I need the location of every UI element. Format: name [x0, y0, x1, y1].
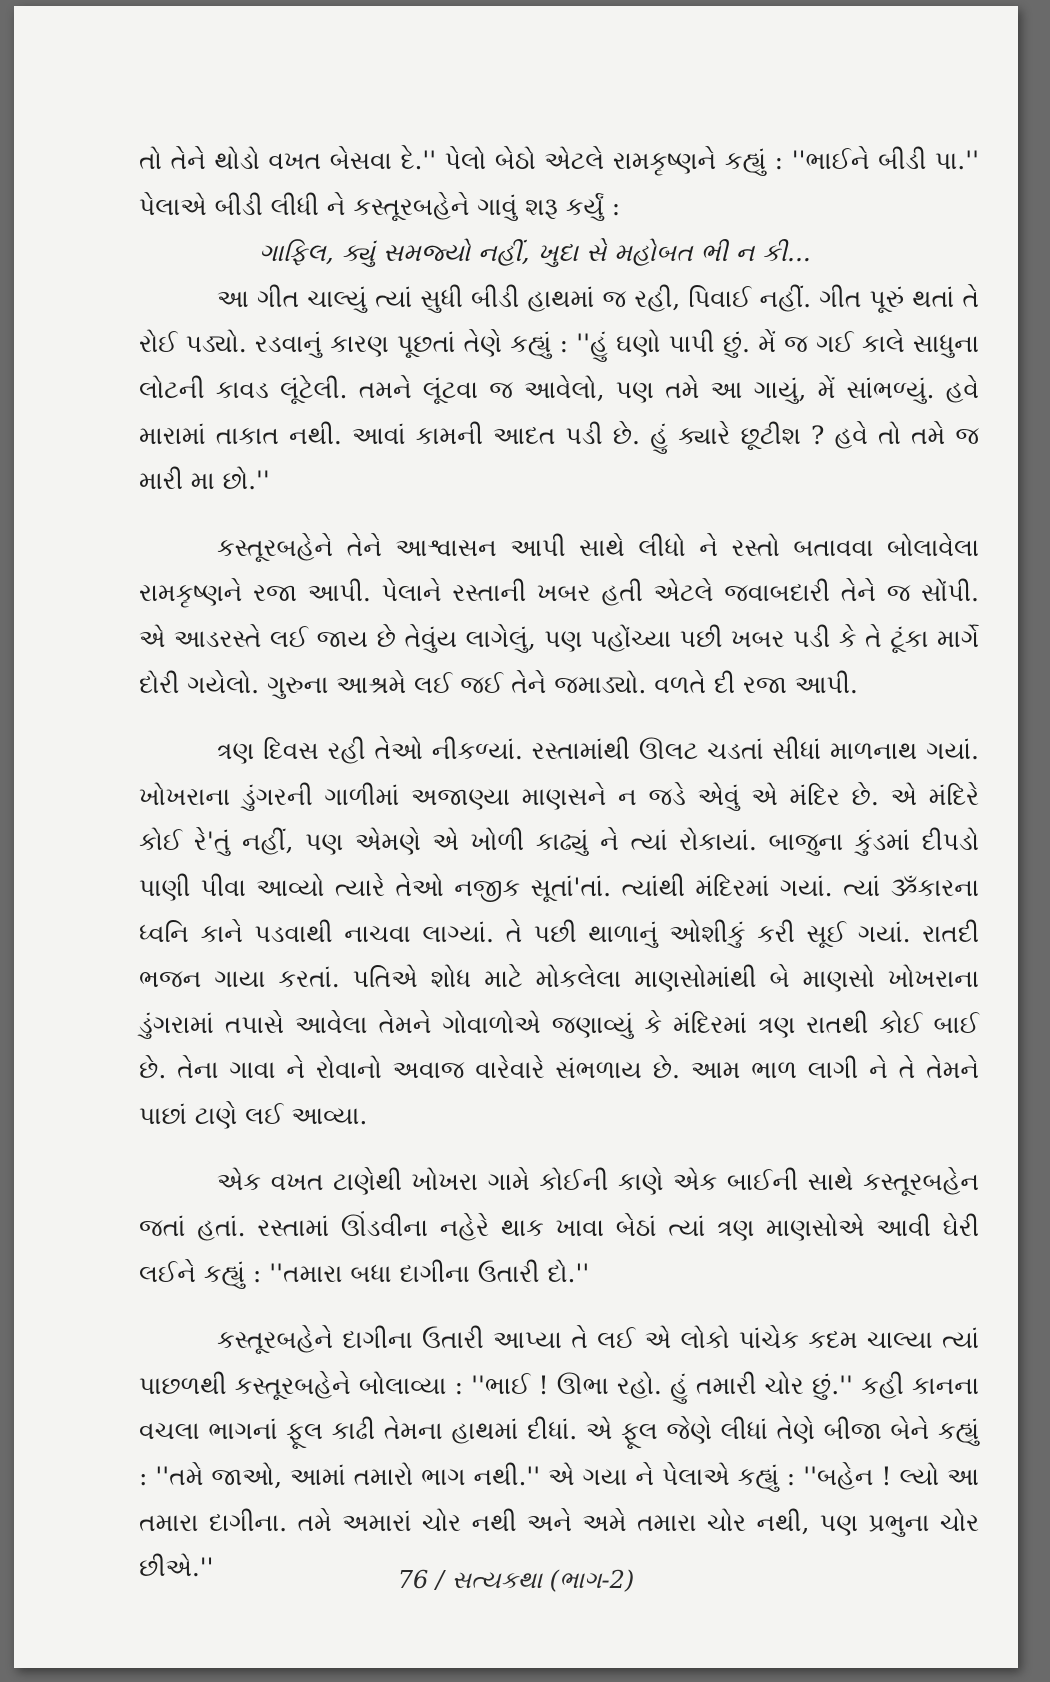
book-page	[14, 6, 1018, 1668]
paragraph-3: કસ્તૂરબહેને તેને આશ્વાસન આપી સાથે લીધો ને રસ્તો બતાવવા બોલાવેલા રામકૃષ્ણને રજા આપી. પેલાને રસ્તાની ખબર હતી એટલે જવાબદારી તેને જ સોંપી. એ આડરસ્તે લઈ જાય છે તેવુંય લાગેલું, પણ પહોંચ્યા પછી ખબર પડી કે તે ટૂંકા માર્ગે દોરી ગયેલો. ગુરુના આશ્રમે લઈ જઈ તેને જમાડ્યો. વળતે દી રજા આપી.	[139, 532, 979, 699]
page-body	[139, 138, 979, 1612]
paragraph-4: ત્રણ દિવસ રહી તેઓ નીકળ્યાં. રસ્તામાંથી ઊલટ ચડતાં સીધાં માળનાથ ગયાં. ખોખરાના ડુંગરની ગાળીમાં અજાણ્યા માણસને ન જડે એવું એ મંદિર છે. એ મંદિરે કોઈ રે'તું નહીં, પણ એમણે એ ખોળી કાઢ્યું ને ત્યાં રોકાયાં. બાજુના કુંડમાં દીપડો પાણી પીવા આવ્યો ત્યારે તેઓ નજીક સૂતાં'તાં. ત્યાંથી મંદિરમાં ગયાં. ત્યાં ૐકારના ધ્વનિ કાને પડવાથી નાચવા લાગ્યાં. તે પછી થાળાનું ઓશીકું કરી સૂઈ ગયાં. રાતદી ભજન ગાયા કરતાં. પતિએ શોધ માટે મોકલેલા માણસોમાંથી બે માણસો ખોખરાના ડુંગરામાં તપાસે આવેલા તેમને ગોવાળોએ જણાવ્યું કે મંદિરમાં ત્રણ રાતથી કોઈ બાઈ છે. તેના ગાવા ને રોવાનો અવાજ વારેવારે સંભળાય છે. આમ ભાળ લાગી ને તે તેમને પાછાં ટાણે લઈ આવ્યા.	[139, 736, 979, 1130]
paragraph-1: તો તેને થોડો વખત બેસવા દે.'' પેલો બેઠો એટલે રામકૃષ્ણને કહ્યું : ''ભાઈને બીડી પા.'' પેલાએ બીડી લીધી ને કસ્તૂરબહેને ગાવું શરૂ કર્યું :	[139, 146, 979, 221]
paragraph-5: એક વખત ટાણેથી ખોખરા ગામે કોઈની કાણે એક બાઈની સાથે કસ્તૂરબહેન જતાં હતાં. રસ્તામાં ઊંડવીના નહેરે થાક ખાવા બેઠાં ત્યાં ત્રણ માણસોએ આવી ઘેરી લઈને કહ્યું : ''તમારા બધા દાગીના ઉતારી દો.''	[139, 1167, 979, 1288]
page-footer: 76 / સત્યકથા (ભાગ-2)	[397, 1566, 635, 1594]
paragraph-6: કસ્તૂરબહેને દાગીના ઉતારી આપ્યા તે લઈ એ લોકો પાંચેક કદમ ચાલ્યા ત્યાં પાછળથી કસ્તૂરબહેને બોલાવ્યા : ''ભાઈ ! ઊભા રહો. હું તમારી ચોર છું.'' કહી કાનના વચલા ભાગનાં ફૂલ કાઢી તેમના હાથમાં દીધાં. એ ફૂલ જેણે લીધાં તેણે બીજા બેને કહ્યું : ''તમે જાઓ, આમાં તમારો ભાગ નથી.'' એ ગયા ને પેલાએ કહ્યું : ''બહેન ! લ્યો આ તમારા દાગીના. તમે અમારાં ચોર નથી અને અમે તમારા ચોર નથી, પણ પ્રભુના ચોર છીએ.''	[139, 1325, 979, 1583]
paragraph-2: આ ગીત ચાલ્યું ત્યાં સુધી બીડી હાથમાં જ રહી, પિવાઈ નહીં. ગીત પૂરું થતાં તે રોઈ પડ્યો. રડવાનું કારણ પૂછતાં તેણે કહ્યું : ''હું ઘણો પાપી છું. મેં જ ગઈ કાલે સાધુના લોટની કાવડ લૂંટેલી. તમને લૂંટવા જ આવેલો, પણ તમે આ ગાયું, મેં સાંભળ્યું. હવે મારામાં તાકાત નથી. આવાં કામની આદત પડી છે. હું ક્યારે છૂટીશ ? હવે તો તમે જ મારી મા છો.''	[139, 283, 979, 496]
verse-line: ગાફિલ, ક્યું સમજ્યો નહીં, ખુદા સે મહોબત ભી ન કી...	[259, 238, 811, 268]
